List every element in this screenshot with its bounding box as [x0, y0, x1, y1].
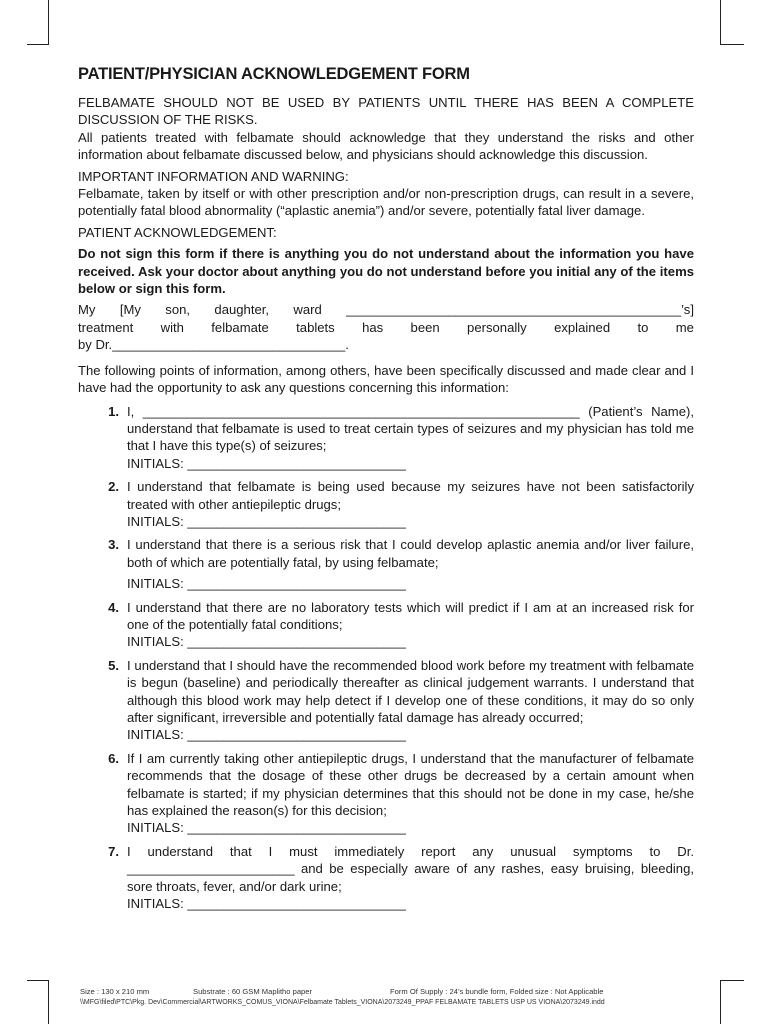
crop-mark-top-right-v — [720, 0, 721, 44]
list-item — [78, 478, 694, 530]
list-item — [78, 536, 694, 592]
list-item — [78, 750, 694, 837]
crop-mark-bottom-right-h — [720, 980, 744, 981]
item-number: 2. — [108, 479, 119, 495]
item-number: 4. — [108, 599, 119, 615]
item-number: 7. — [108, 843, 119, 859]
ack-word: treatment — [78, 319, 134, 335]
ack-line-2 — [78, 319, 694, 336]
ack-word: felbamate — [211, 319, 269, 335]
important-heading: IMPORTANT INFORMATION AND WARNING: — [78, 168, 349, 184]
bold-warning: Do not sign this form if there is anything you do not understand about the information you have received. Ask your doctor about anything you do not understand before you initial any of the items below or sign this form. — [78, 246, 694, 297]
crop-mark-top-left-h — [27, 44, 49, 45]
warning-caps: FELBAMATE SHOULD NOT BE USED BY PATIENTS UNTIL THERE HAS BEEN A COMPLETE DISCUSSION OF THE RISKS. — [78, 95, 694, 128]
list-item — [78, 403, 694, 473]
item-number: 3. — [108, 537, 119, 553]
item-text: I understand that I must immediately report any unusual symptoms to Dr. _______________________ and be especially aware of any rashes, easy bruising, bleeding, sore throats, fever, and/or dark urine; — [127, 843, 694, 894]
ack-line-3: by Dr.________________________________. — [78, 337, 349, 353]
ack-word: personally — [467, 319, 527, 335]
footer-size: Size : 130 x 210 mm — [80, 987, 150, 996]
item-number: 5. — [108, 657, 119, 673]
crop-mark-top-right-h — [720, 44, 744, 45]
footer-substrate: Substrate : 60 GSM Maplitho paper — [193, 987, 313, 996]
important-text: Felbamate, taken by itself or with other prescription and/or non-prescription drugs, can result in a severe, potentially fatal blood abnormality (“aplastic anemia”) and/or severe, potentially fatal liver damage. — [78, 186, 694, 219]
ack-word: with — [160, 319, 184, 335]
item-text: If I am currently taking other antiepileptic drugs, I understand that the manufacturer of felbamate recommends that the dosage of these other drugs be decreased by a certain amount when felbamate is started; if my physician determines that this should not be done in my case, he/she has explained the reason(s) for this decision; — [127, 750, 694, 819]
form-title: PATIENT/PHYSICIAN ACKNOWLEDGEMENT FORM — [78, 65, 470, 83]
crop-mark-bottom-left-h — [27, 980, 49, 981]
ack-word: tablets — [296, 319, 335, 335]
list-item — [78, 599, 694, 651]
footer-file-path: \\MFG\filed\PTC\Pkg. Dev\Commercial\ARTWORKS_COMUS_VIONA\Felbamate Tablets_VIONA\2073249_PPAF FELBAMATE TABLETS USP US VIONA\2073249.indd — [80, 999, 605, 1006]
item-text: I understand that there is a serious risk that I could develop aplastic anemia and/or liver failure, both of which are potentially fatal, by using felbamate; — [127, 537, 694, 570]
ack-word: explained — [554, 319, 611, 335]
item-text: I, ____________________________________________________________ (Patient’s Name), understand that felbamate is used to treat certain types of seizures and my physician has told me that I have this type(s) of seizures; — [127, 403, 694, 454]
item-number: 1. — [108, 403, 119, 419]
ack-word: to — [637, 319, 649, 335]
ack-word: has — [362, 319, 384, 335]
crop-mark-top-left-v — [48, 0, 49, 44]
initials-field[interactable]: INITIALS: ______________________________ — [127, 727, 406, 743]
acknowledgement-statement — [78, 301, 694, 353]
initials-field[interactable]: INITIALS: ______________________________ — [127, 455, 406, 471]
item-text: I understand that felbamate is being used because my seizures have not been satisfactorily treated with other antiepileptic drugs; — [127, 479, 694, 512]
intro-paragraph: All patients treated with felbamate should acknowledge that they understand the risks and other information about felbamate discussed below, and physicians should acknowledge this discussion. — [78, 129, 694, 163]
list-item — [78, 843, 694, 913]
points-intro: The following points of information, among others, have been specifically discussed and made clear and I have had the opportunity to ask any questions concerning this information: — [78, 362, 694, 396]
ack-line-1: My [My son, daughter, ward ______________________________________________’s] — [78, 302, 694, 318]
ack-word: been — [410, 319, 440, 335]
acknowledgement-items — [78, 403, 694, 913]
list-item — [78, 657, 694, 744]
initials-field[interactable]: INITIALS: ______________________________ — [127, 896, 406, 912]
item-text: I understand that there are no laboratory tests which will predict if I am at an increased risk for one of the potentially fatal conditions; — [127, 599, 694, 632]
initials-field[interactable]: INITIALS: ______________________________ — [127, 576, 406, 592]
initials-field[interactable]: INITIALS: ______________________________ — [127, 634, 406, 650]
footer-supply: Form Of Supply : 24’s bundle form, Folded size : Not Applicable — [390, 987, 604, 996]
crop-mark-bottom-left-v — [48, 980, 49, 1024]
ack-word: me — [675, 319, 694, 335]
print-footer — [80, 986, 690, 1008]
item-number: 6. — [108, 750, 119, 766]
crop-mark-bottom-right-v — [720, 980, 721, 1024]
acknowledgement-form — [78, 64, 694, 912]
initials-field[interactable]: INITIALS: ______________________________ — [127, 820, 406, 836]
initials-field[interactable]: INITIALS: ______________________________ — [127, 513, 406, 529]
item-text: I understand that I should have the recommended blood work before my treatment with felbamate is begun (baseline) and periodically thereafter as clinical judgement warrants. I understand that although this blood work may help detect if I develop one of these conditions, it may do so only after significant, irreversible and potentially fatal damage has already occurred; — [127, 657, 694, 725]
patient-ack-heading: PATIENT ACKNOWLEDGEMENT: — [78, 224, 277, 240]
